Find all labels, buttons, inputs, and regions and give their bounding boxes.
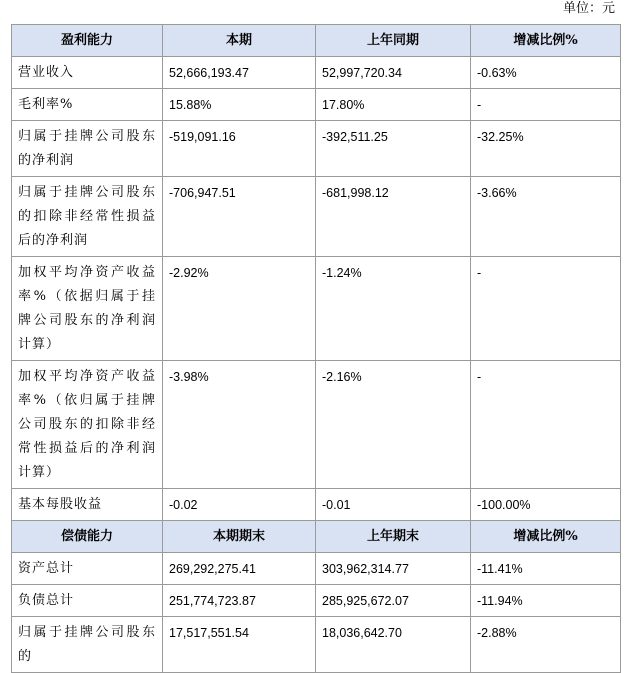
current-value: 52,666,193.47 (163, 57, 316, 89)
prior-value: 303,962,314.77 (316, 553, 471, 585)
table-row (12, 553, 621, 585)
row-label: 资产总计 (18, 561, 75, 576)
prior-value: -392,511.25 (316, 121, 471, 177)
table-row (12, 585, 621, 617)
change-value: -3.66% (471, 177, 621, 257)
row-label: 负债总计 (18, 593, 75, 608)
change-value: -32.25% (471, 121, 621, 177)
current-value: -0.02 (163, 489, 316, 521)
row-label: 营业收入 (18, 65, 75, 80)
header-cell: 上年期末 (316, 521, 471, 553)
prior-value: -2.16% (316, 361, 471, 489)
change-value: - (471, 89, 621, 121)
current-value: 17,517,551.54 (163, 617, 316, 673)
change-value: -100.00% (471, 489, 621, 521)
prior-value: 52,997,720.34 (316, 57, 471, 89)
table-row (12, 121, 621, 177)
table-row (12, 177, 621, 257)
current-value: -706,947.51 (163, 177, 316, 257)
row-label: 加权平均净资产收益率%（依归属于挂牌公司股东的扣除非经常性损益后的净利润计算） (18, 369, 156, 480)
prior-value: -1.24% (316, 257, 471, 361)
table-row (12, 57, 621, 89)
change-value: - (471, 257, 621, 361)
table-row (12, 257, 621, 361)
header-cell: 本期期末 (163, 521, 316, 553)
row-label: 加权平均净资产收益率%（依据归属于挂牌公司股东的净利润计算） (18, 265, 156, 352)
current-value: -2.92% (163, 257, 316, 361)
table-row (12, 489, 621, 521)
unit-label: 单位：元 (562, 1, 615, 16)
header-cell: 盈利能力 (12, 25, 163, 57)
solvency-header-row (12, 521, 621, 553)
header-cell: 增减比例% (471, 25, 621, 57)
current-value: -3.98% (163, 361, 316, 489)
prior-value: 285,925,672.07 (316, 585, 471, 617)
change-value: - (471, 361, 621, 489)
current-value: 269,292,275.41 (163, 553, 316, 585)
prior-value: -0.01 (316, 489, 471, 521)
change-value: -0.63% (471, 57, 621, 89)
row-label: 归属于挂牌公司股东的扣除非经常性损益后的净利润 (18, 185, 156, 248)
table-row (12, 89, 621, 121)
change-value: -11.41% (471, 553, 621, 585)
current-value: 251,774,723.87 (163, 585, 316, 617)
header-cell: 本期 (163, 25, 316, 57)
row-label: 归属于挂牌公司股东的净利润 (18, 129, 156, 168)
change-value: -11.94% (471, 585, 621, 617)
prior-value: -681,998.12 (316, 177, 471, 257)
current-value: -519,091.16 (163, 121, 316, 177)
profit-header-row (12, 25, 621, 57)
header-cell: 上年同期 (316, 25, 471, 57)
row-label: 归属于挂牌公司股东的 (18, 625, 156, 664)
row-label: 基本每股收益 (18, 497, 103, 512)
row-label: 毛利率% (18, 97, 74, 112)
current-value: 15.88% (163, 89, 316, 121)
prior-value: 17.80% (316, 89, 471, 121)
table-row (12, 617, 621, 673)
prior-value: 18,036,642.70 (316, 617, 471, 673)
table-row (12, 361, 621, 489)
financial-table (11, 24, 621, 673)
change-value: -2.88% (471, 617, 621, 673)
header-cell: 偿债能力 (12, 521, 163, 553)
header-cell: 增减比例% (471, 521, 621, 553)
